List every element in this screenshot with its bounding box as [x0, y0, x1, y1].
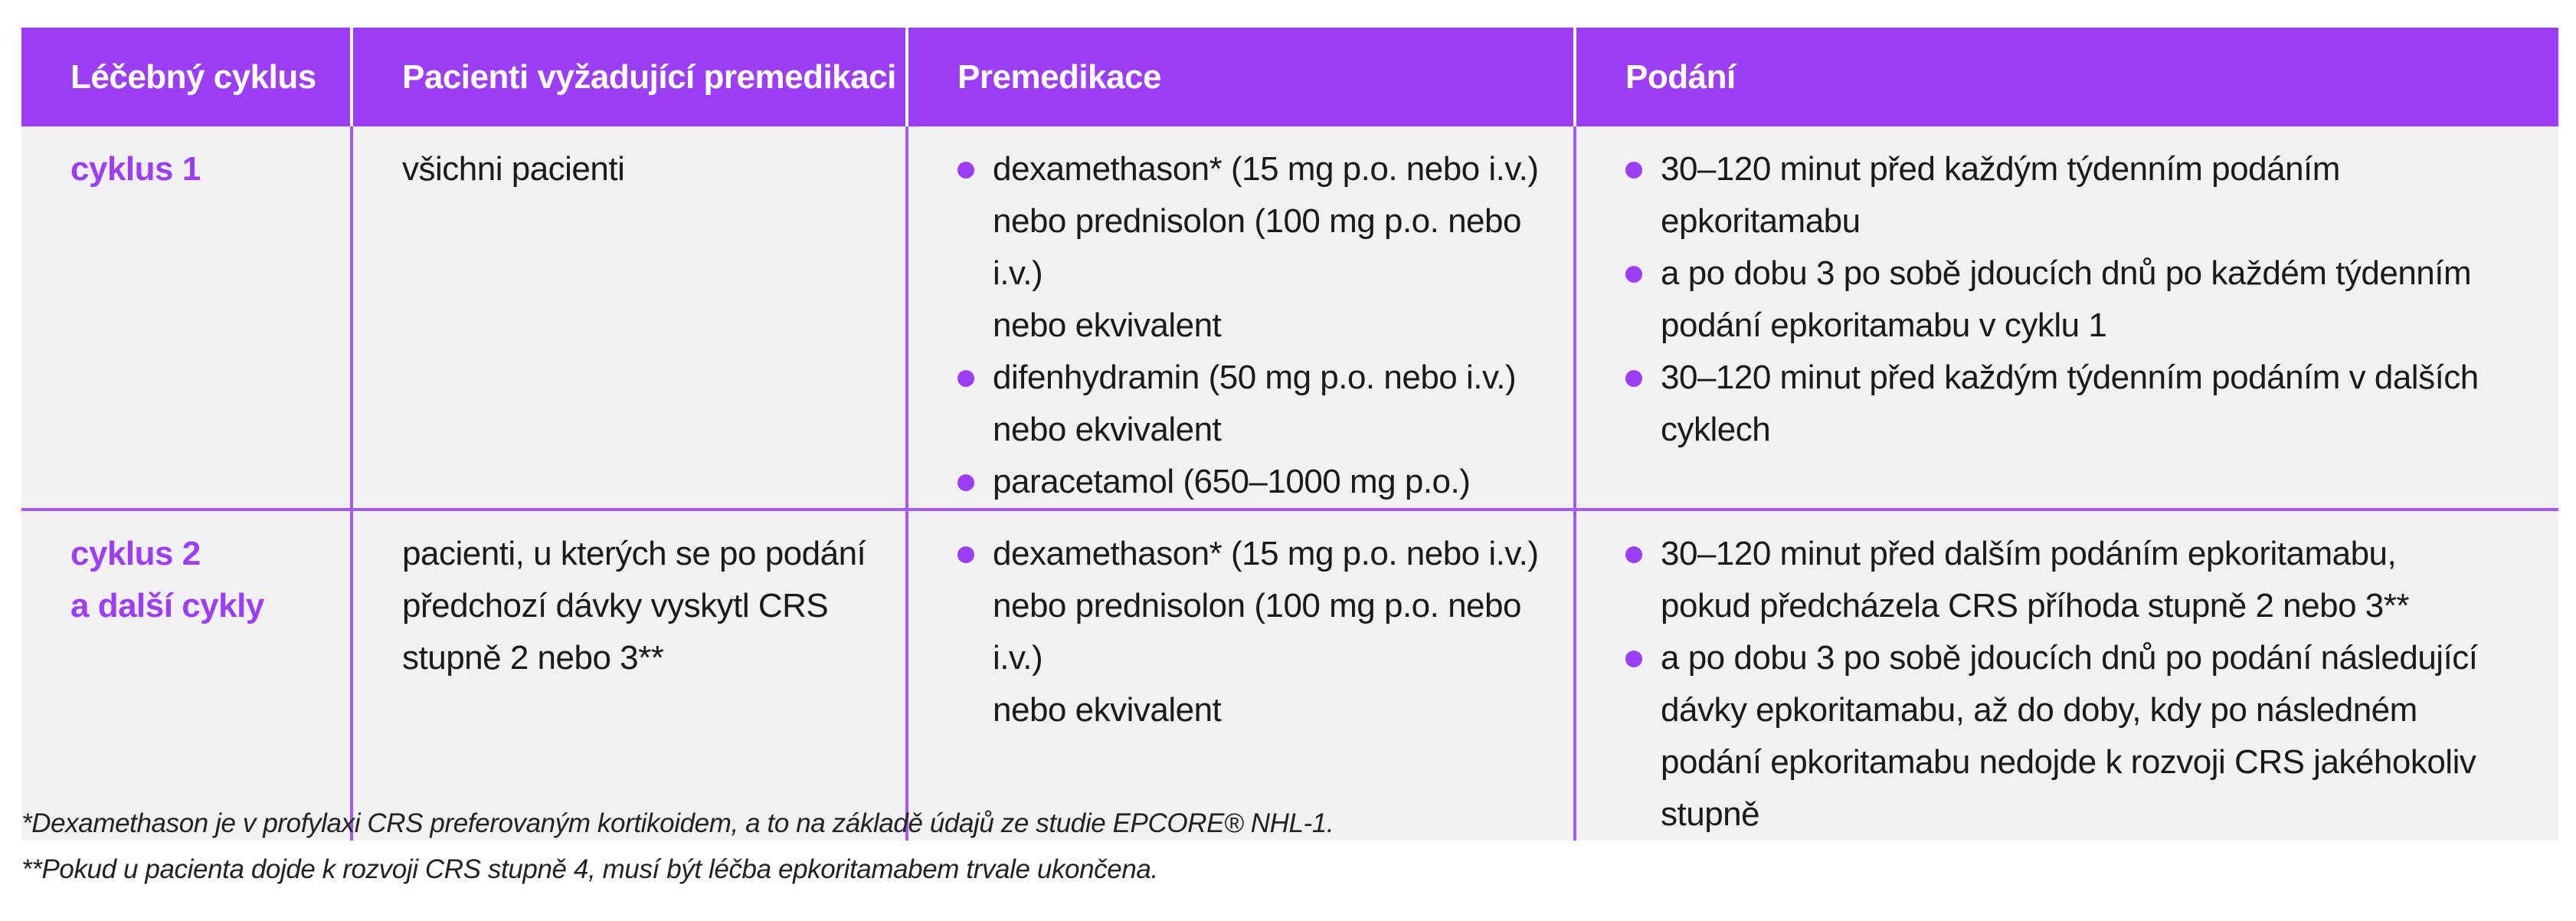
cycle-label: cyklus 1: [70, 150, 201, 188]
list-item-text: a po dobu 3 po sobě jdoucích dnů po každém týdenním: [1661, 254, 2472, 292]
patients-text: stupně 2 nebo 3**: [402, 639, 664, 677]
list-item-text: nebo ekvivalent: [993, 306, 1222, 344]
header-administration: Podání: [1575, 28, 2558, 126]
table-header-row: [21, 28, 2558, 126]
premedication-table-container: [21, 28, 2558, 841]
list-item: [957, 528, 1558, 736]
list-item-text: nebo ekvivalent: [993, 411, 1222, 448]
list-item: [957, 456, 1558, 508]
bullet-dot-icon: [957, 546, 974, 563]
header-treatment-cycle: Léčebný cyklus: [70, 57, 316, 96]
bullet-dot-icon: [957, 370, 974, 387]
list-item: [957, 143, 1558, 352]
list-item-text: nebo ekvivalent: [993, 691, 1222, 729]
bullet-dot-icon: [1625, 370, 1642, 387]
list-item: [1625, 352, 2543, 456]
table-row-cycle-2: [21, 510, 2558, 841]
list-item-text: dexamethason* (15 mg p.o. nebo i.v.): [993, 535, 1539, 572]
list-item-text: nebo prednisolon (100 mg p.o. nebo i.v.): [993, 202, 1521, 292]
list-item: [1625, 632, 2543, 841]
premedication-cell: [907, 126, 1575, 510]
header-patients-requiring-premedication: Pacienti vyžadující premedikaci: [352, 28, 907, 126]
list-item-text: a po dobu 3 po sobě jdoucích dnů po podání následující: [1661, 639, 2478, 677]
table-row-cycle-1: [21, 126, 2558, 510]
list-item-text: dávky epkoritamabu, až do doby, kdy po následném: [1661, 691, 2417, 729]
list-item-text: pokud předcházela CRS příhoda stupně 2 nebo 3**: [1661, 587, 2409, 624]
patients-cell: [352, 126, 907, 510]
administration-cell: [1575, 126, 2558, 510]
premedication-list: [957, 528, 1558, 736]
list-item-text: 30–120 minut před každým týdenním podáním epkoritamabu: [1661, 150, 2340, 240]
bullet-dot-icon: [957, 162, 974, 179]
list-item: [1625, 247, 2543, 352]
premedication-table: [21, 28, 2558, 841]
list-item-text: difenhydramin (50 mg p.o. nebo i.v.): [993, 359, 1517, 396]
list-item-text: paracetamol (650–1000 mg p.o.): [993, 463, 1471, 500]
patients-text: předchozí dávky vyskytl CRS: [402, 587, 829, 624]
list-item-text: dexamethason* (15 mg p.o. nebo i.v.): [993, 150, 1539, 188]
patients-text: všichni pacienti: [402, 150, 625, 188]
cycle-cell: [21, 126, 352, 510]
list-item-text: 30–120 minut před každým týdenním podáním v dalších cyklech: [1661, 359, 2479, 448]
bullet-dot-icon: [1625, 266, 1642, 283]
cycle-label: cyklus 2: [70, 535, 201, 572]
list-item: [957, 352, 1558, 456]
bullet-dot-icon: [957, 474, 974, 491]
list-item: [1625, 143, 2543, 247]
footnote-crs-grade-4: **Pokud u pacienta dojde k rozvoji CRS stupně 4, musí být léčba epkoritamabem trvale ukončena.: [21, 854, 1158, 884]
patients-text: pacienti, u kterých se po podání: [402, 535, 866, 572]
bullet-dot-icon: [1625, 546, 1642, 563]
footnote-dexamethasone: *Dexamethason je v profylaxi CRS preferovaným kortikoidem, a to na základě údajů ze studie EPCORE® NHL-1.: [21, 808, 1334, 838]
bullet-dot-icon: [1625, 651, 1642, 667]
list-item-text: 30–120 minut před dalším podáním epkoritamabu,: [1661, 535, 2397, 572]
list-item-text: podání epkoritamabu v cyklu 1: [1661, 306, 2107, 344]
cycle-cell: [21, 510, 352, 841]
bullet-dot-icon: [1625, 162, 1642, 179]
header-premedication: Premedikace: [907, 28, 1575, 126]
administration-list: [1625, 528, 2543, 841]
cycle-label: a další cykly: [70, 587, 264, 624]
list-item-text: podání epkoritamabu nedojde k rozvoji CRS jakéhokoliv stupně: [1661, 743, 2476, 833]
premedication-cell: [907, 510, 1575, 841]
administration-list: [1625, 143, 2543, 456]
list-item-text: nebo prednisolon (100 mg p.o. nebo i.v.): [993, 587, 1521, 677]
footnotes: [21, 801, 1334, 893]
patients-cell: [352, 510, 907, 841]
list-item: [1625, 528, 2543, 632]
administration-cell: [1575, 510, 2558, 841]
premedication-list: [957, 143, 1558, 508]
